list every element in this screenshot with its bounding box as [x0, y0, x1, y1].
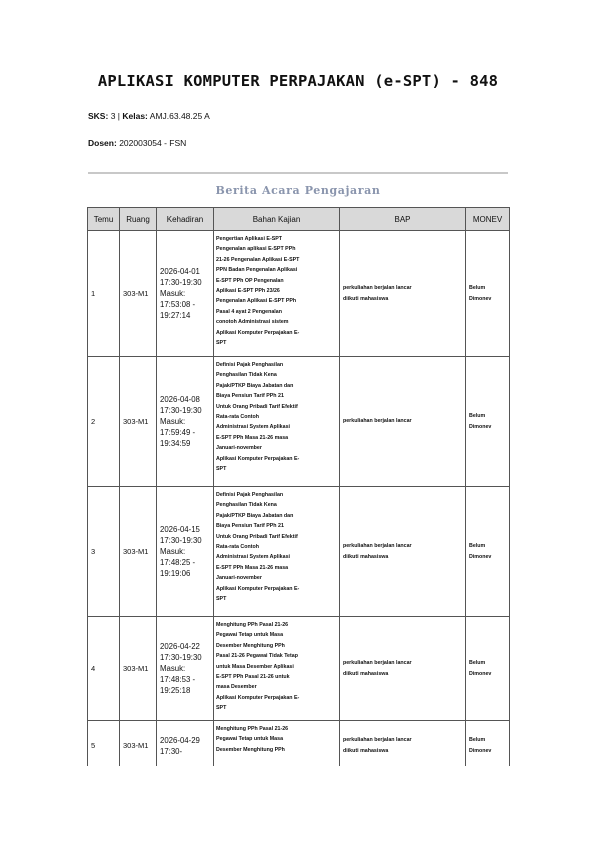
monev-line: Belum	[469, 737, 486, 743]
bahan-kajian-line: Administrasi System Aplikasi	[216, 424, 290, 431]
kehadiran-line: Masuk:	[160, 417, 186, 426]
monev-cell	[466, 617, 510, 721]
bahan-kajian-line: masa Desember	[216, 684, 257, 691]
bap-line: perkuliahan berjalan lancar	[343, 660, 412, 666]
ruang-cell: 303-M1	[120, 487, 157, 617]
monev-line: Dimonev	[469, 423, 492, 430]
header-ruang: Ruang	[120, 208, 157, 231]
bahan-kajian-line: E-SPT PPh Masa 21-26 masa	[216, 434, 289, 441]
table-row	[88, 721, 510, 767]
bahan-kajian-line: Rata-rata Contoh	[216, 544, 259, 551]
bap-cell	[340, 487, 466, 617]
bahan-kajian-line: Menghitung PPh Pasal 21-26	[216, 726, 289, 732]
kehadiran-cell	[157, 487, 214, 617]
bahan-kajian-line: Aplikasi Komputer Perpajakan E-	[216, 329, 300, 336]
temu-cell: 3	[88, 487, 120, 617]
table-row	[88, 231, 510, 357]
bahan-kajian-line: E-SPT PPh Masa 21-26 masa	[216, 564, 289, 571]
kehadiran-line: 17:48:53 -	[160, 675, 196, 684]
bap-cell	[340, 231, 466, 357]
kehadiran-line: 19:27:14	[160, 311, 191, 320]
sks-label: SKS:	[88, 111, 109, 121]
header-bap: BAP	[340, 208, 466, 231]
table-header-row	[88, 208, 510, 231]
kehadiran-line: Masuk:	[160, 664, 186, 673]
bahan-kajian-line: Pengertian Aplikasi E-SPT	[216, 236, 283, 242]
dosen-label: Dosen:	[88, 138, 117, 148]
kehadiran-line: 2026-04-08 17:30-19:30	[160, 395, 202, 415]
kehadiran-line: 2026-04-15 17:30-19:30	[160, 525, 202, 545]
bap-cell	[340, 721, 466, 767]
bap-line: diikuti mahasiswa	[343, 670, 389, 677]
bahan-kajian-line: Desember Menghitung PPh	[216, 746, 285, 753]
kehadiran-line: 19:25:18	[160, 686, 191, 695]
bahan-kajian-line: Administrasi System Aplikasi	[216, 554, 290, 561]
bahan-kajian-line: Rata-rata Contoh	[216, 414, 259, 421]
ruang-cell: 303-M1	[120, 231, 157, 357]
monev-cell	[466, 721, 510, 767]
monev-line: Dimonev	[469, 670, 492, 677]
kehadiran-line: 19:34:59	[160, 439, 191, 448]
bahan-kajian-line: E-SPT PPh Pasal 21-26 untuk	[216, 674, 290, 681]
bahan-kajian-line: E-SPT PPh OP Pengenalan	[216, 277, 284, 284]
bahan-kajian-line: Pajak/PTKP Biaya Jabatan dan	[216, 382, 294, 389]
kehadiran-line: 17:59:49 -	[160, 428, 196, 437]
bahan-kajian-line: SPT	[216, 705, 227, 712]
temu-cell: 5	[88, 721, 120, 767]
kehadiran-line: 17:53:08 -	[160, 300, 196, 309]
bahan-kajian-line: Januari-november	[216, 575, 262, 582]
bahan-kajian-line: SPT	[216, 466, 227, 473]
ruang-cell: 303-M1	[120, 721, 157, 767]
header-monev: MONEV	[466, 208, 510, 231]
bahan-kajian-line: Menghitung PPh Pasal 21-26	[216, 622, 289, 628]
monev-line: Dimonev	[469, 295, 492, 302]
bahan-kajian-cell	[214, 231, 340, 357]
monev-line: Belum	[469, 543, 486, 549]
monev-line: Belum	[469, 413, 486, 419]
header-bahan-kajian: Bahan Kajian	[214, 208, 340, 231]
bahan-kajian-line: untuk Masa Desember Aplikasi	[216, 663, 294, 670]
bahan-kajian-line: Untuk Orang Pribadi Tarif Efektif	[216, 403, 298, 410]
header-temu: Temu	[88, 208, 120, 231]
temu-cell: 4	[88, 617, 120, 721]
bap-line: diikuti mahasiswa	[343, 295, 389, 302]
document-title: APLIKASI KOMPUTER PERPAJAKAN (e-SPT) - 848	[97, 72, 499, 90]
header-kehadiran: Kehadiran	[157, 208, 214, 231]
course-info: SKS: 3 | Kelas: AMJ.63.48.25 A	[88, 111, 210, 121]
bahan-kajian-line: Aplikasi Komputer Perpajakan E-	[216, 585, 300, 592]
bap-cell	[340, 357, 466, 487]
kehadiran-line: 2026-04-01 17:30-19:30	[160, 267, 202, 287]
bahan-kajian-cell	[214, 617, 340, 721]
bahan-kajian-line: 21-26 Pengenalan Aplikasi E-SPT	[216, 256, 300, 263]
bahan-kajian-line: Pajak/PTKP Biaya Jabatan dan	[216, 512, 294, 519]
sks-value: 3	[110, 111, 116, 121]
bahan-kajian-line: Penghasilan Tidak Kena	[216, 372, 277, 379]
table-row	[88, 487, 510, 617]
monev-line: Belum	[469, 660, 486, 666]
bahan-kajian-line: SPT	[216, 596, 227, 603]
bap-line: perkuliahan berjalan lancar	[343, 737, 412, 743]
monev-line: Belum	[469, 285, 486, 291]
temu-cell: 2	[88, 357, 120, 487]
bahan-kajian-line: Untuk Orang Pribadi Tarif Efektif	[216, 533, 298, 540]
bahan-kajian-line: Desember Menghitung PPh	[216, 642, 285, 649]
bap-line: perkuliahan berjalan lancar	[343, 543, 412, 549]
monev-cell	[466, 487, 510, 617]
bahan-kajian-line: Pengenalan aplikasi E-SPT PPh	[216, 246, 296, 253]
bahan-kajian-line: conotoh Administrasi sistem	[216, 319, 289, 326]
bap-cell	[340, 617, 466, 721]
bahan-kajian-line: Pengenalan Aplikasi E-SPT PPh	[216, 298, 297, 305]
ruang-cell: 303-M1	[120, 357, 157, 487]
monev-line: Dimonev	[469, 747, 492, 754]
monev-cell	[466, 231, 510, 357]
ruang-cell: 303-M1	[120, 617, 157, 721]
bahan-kajian-line: Pegawai Tetap untuk Masa	[216, 736, 284, 743]
kehadiran-line: Masuk:	[160, 547, 186, 556]
bahan-kajian-line: PPN Badan Pengenalan Aplikasi	[216, 267, 298, 274]
bahan-kajian-line: Biaya Pensiun Tarif PPh 21	[216, 523, 284, 530]
bahan-kajian-line: Biaya Pensiun Tarif PPh 21	[216, 393, 284, 400]
kelas-label: Kelas:	[122, 111, 148, 121]
bahan-kajian-line: SPT	[216, 340, 227, 347]
kehadiran-line: 2026-04-29 17:30-	[160, 735, 200, 756]
bahan-kajian-line: Penghasilan Tidak Kena	[216, 502, 277, 509]
bahan-kajian-line: Aplikasi E-SPT PPh 23/26	[216, 288, 280, 295]
kehadiran-line: Masuk:	[160, 289, 186, 298]
bahan-kajian-line: Pegawai Tetap untuk Masa	[216, 632, 284, 639]
kehadiran-line: 2026-04-22 17:30-19:30	[160, 642, 202, 662]
bap-line: perkuliahan berjalan lancar	[343, 418, 412, 425]
bap-line: perkuliahan berjalan lancar	[343, 285, 412, 291]
kehadiran-cell	[157, 721, 214, 767]
monev-line: Dimonev	[469, 553, 492, 560]
kehadiran-cell	[157, 617, 214, 721]
dosen-value: 202003054 - FSN	[119, 138, 187, 148]
bahan-kajian-cell	[214, 487, 340, 617]
bahan-kajian-line: Definisi Pajak Penghasilan	[216, 492, 284, 498]
teaching-record-table	[87, 207, 510, 766]
temu-cell: 1	[88, 231, 120, 357]
bap-line: diikuti mahasiswa	[343, 553, 389, 560]
bahan-kajian-line: Pasal 4 ayat 2 Pengenalan	[216, 308, 282, 315]
kehadiran-line: 19:19:06	[160, 569, 191, 578]
kehadiran-line: 17:48:25 -	[160, 558, 196, 567]
section-title: Berita Acara Pengajaran	[215, 184, 381, 197]
monev-cell	[466, 357, 510, 487]
bahan-kajian-line: Aplikasi Komputer Perpajakan E-	[216, 455, 300, 462]
bahan-kajian-line: Aplikasi Komputer Perpajakan E-	[216, 694, 300, 701]
table-row	[88, 357, 510, 487]
bap-line: diikuti mahasiswa	[343, 747, 389, 754]
kehadiran-cell	[157, 231, 214, 357]
bahan-kajian-cell	[214, 721, 340, 767]
bahan-kajian-line: Definisi Pajak Penghasilan	[216, 362, 284, 368]
kehadiran-cell	[157, 357, 214, 487]
bahan-kajian-line: Januari-november	[216, 445, 262, 452]
table-row	[88, 617, 510, 721]
kelas-value: AMJ.63.48.25 A	[149, 111, 210, 121]
bahan-kajian-line: Pasal 21-26 Pegawai Tidak Tetap	[216, 653, 298, 660]
bahan-kajian-cell	[214, 357, 340, 487]
